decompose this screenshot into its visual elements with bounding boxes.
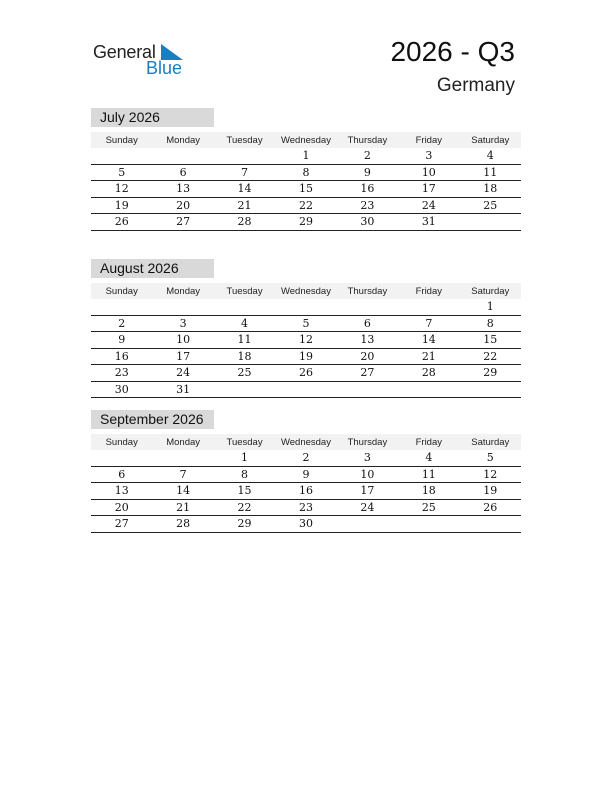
weekday-header: Sunday [91,283,152,299]
day-cell: 31 [152,381,213,398]
weekday-header: Tuesday [214,132,275,148]
weekday-header-row [91,434,521,450]
month-july [91,108,521,231]
week-row [91,315,521,332]
day-cell: 9 [91,332,152,349]
logo-general-text: General [93,42,156,62]
day-cell: 7 [152,466,213,483]
day-cell [214,148,275,164]
day-cell [460,381,521,398]
weekday-header: Saturday [460,132,521,148]
day-cell: 10 [337,466,398,483]
day-cell: 7 [398,315,459,332]
weekday-header: Thursday [337,434,398,450]
day-cell: 17 [152,348,213,365]
day-cell: 25 [460,197,521,214]
day-cell [152,148,213,164]
weekday-header: Monday [152,434,213,450]
day-cell: 4 [460,148,521,164]
week-row [91,214,521,231]
day-cell: 19 [275,348,336,365]
day-cell: 16 [337,181,398,198]
week-row [91,450,521,466]
day-cell: 31 [398,214,459,231]
day-cell: 13 [91,483,152,500]
day-cell: 10 [152,332,213,349]
week-row [91,299,521,315]
day-cell: 5 [275,315,336,332]
day-cell: 6 [337,315,398,332]
day-cell: 13 [337,332,398,349]
day-cell [91,148,152,164]
day-cell: 1 [214,450,275,466]
day-cell [152,450,213,466]
day-cell: 5 [460,450,521,466]
weekday-header: Friday [398,132,459,148]
weekday-header: Thursday [337,132,398,148]
day-cell: 26 [460,499,521,516]
weekday-header: Saturday [460,283,521,299]
week-row [91,499,521,516]
day-cell: 15 [460,332,521,349]
day-cell: 22 [460,348,521,365]
month-label: July 2026 [91,108,214,127]
day-cell: 23 [337,197,398,214]
day-cell: 3 [152,315,213,332]
day-cell: 20 [91,499,152,516]
weekday-header: Tuesday [214,283,275,299]
day-cell: 30 [275,516,336,533]
weekday-header: Wednesday [275,434,336,450]
day-cell [398,381,459,398]
day-cell: 21 [214,197,275,214]
day-cell [214,381,275,398]
day-cell: 21 [152,499,213,516]
day-cell: 29 [460,365,521,382]
weekday-header-row [91,132,521,148]
day-cell: 27 [152,214,213,231]
week-row [91,148,521,164]
week-row [91,332,521,349]
day-cell [275,381,336,398]
week-row [91,197,521,214]
weekday-header: Friday [398,283,459,299]
week-row [91,516,521,533]
day-cell: 28 [398,365,459,382]
day-cell: 18 [214,348,275,365]
day-cell: 22 [214,499,275,516]
day-cell: 28 [152,516,213,533]
week-row [91,164,521,181]
day-cell: 4 [398,450,459,466]
logo [93,42,193,78]
month-label: August 2026 [91,259,214,278]
day-cell: 24 [152,365,213,382]
day-cell: 11 [460,164,521,181]
week-row [91,381,521,398]
day-cell: 10 [398,164,459,181]
day-cell: 12 [460,466,521,483]
calendar-grid [91,283,521,398]
day-cell: 29 [214,516,275,533]
month-label: September 2026 [91,410,214,429]
week-row [91,483,521,500]
day-cell: 14 [152,483,213,500]
day-cell: 8 [214,466,275,483]
weekday-header: Friday [398,434,459,450]
day-cell: 25 [398,499,459,516]
day-cell: 15 [214,483,275,500]
day-cell: 7 [214,164,275,181]
weekday-header: Wednesday [275,283,336,299]
weekday-header-row [91,283,521,299]
day-cell: 24 [337,499,398,516]
day-cell: 1 [275,148,336,164]
day-cell: 19 [460,483,521,500]
day-cell: 23 [275,499,336,516]
day-cell: 26 [91,214,152,231]
logo-blue-text: Blue [146,58,183,78]
day-cell: 3 [398,148,459,164]
calendar-grid [91,132,521,231]
day-cell [337,299,398,315]
day-cell: 21 [398,348,459,365]
day-cell [337,516,398,533]
weekday-header: Wednesday [275,132,336,148]
day-cell [214,299,275,315]
day-cell: 8 [275,164,336,181]
day-cell: 13 [152,181,213,198]
week-row [91,348,521,365]
day-cell [398,516,459,533]
day-cell: 17 [398,181,459,198]
day-cell [337,381,398,398]
day-cell [275,299,336,315]
calendar-grid [91,434,521,533]
day-cell: 20 [337,348,398,365]
day-cell: 27 [337,365,398,382]
day-cell: 2 [337,148,398,164]
day-cell: 14 [398,332,459,349]
weekday-header: Tuesday [214,434,275,450]
day-cell: 29 [275,214,336,231]
day-cell: 2 [91,315,152,332]
day-cell: 17 [337,483,398,500]
day-cell: 22 [275,197,336,214]
month-august [91,259,521,398]
day-cell: 6 [152,164,213,181]
day-cell: 6 [91,466,152,483]
day-cell: 27 [91,516,152,533]
day-cell: 11 [214,332,275,349]
day-cell: 3 [337,450,398,466]
week-row [91,365,521,382]
weekday-header: Thursday [337,283,398,299]
week-row [91,466,521,483]
day-cell: 9 [275,466,336,483]
day-cell: 30 [337,214,398,231]
day-cell: 9 [337,164,398,181]
day-cell: 19 [91,197,152,214]
day-cell: 28 [214,214,275,231]
day-cell [460,516,521,533]
day-cell: 1 [460,299,521,315]
weekday-header: Saturday [460,434,521,450]
day-cell: 15 [275,181,336,198]
day-cell [152,299,213,315]
page-title: 2026 - Q3 [390,36,515,67]
day-cell: 12 [275,332,336,349]
day-cell: 8 [460,315,521,332]
day-cell: 14 [214,181,275,198]
day-cell: 2 [275,450,336,466]
day-cell [398,299,459,315]
day-cell: 5 [91,164,152,181]
day-cell: 4 [214,315,275,332]
day-cell: 12 [91,181,152,198]
day-cell: 24 [398,197,459,214]
country-name: Germany [436,75,515,96]
day-cell: 23 [91,365,152,382]
day-cell: 16 [91,348,152,365]
day-cell: 16 [275,483,336,500]
day-cell [91,450,152,466]
day-cell: 25 [214,365,275,382]
day-cell [460,214,521,231]
day-cell: 30 [91,381,152,398]
day-cell: 20 [152,197,213,214]
day-cell: 26 [275,365,336,382]
weekday-header: Monday [152,132,213,148]
day-cell [91,299,152,315]
weekday-header: Sunday [91,132,152,148]
month-september [91,410,521,533]
week-row [91,181,521,198]
day-cell: 18 [398,483,459,500]
weekday-header: Monday [152,283,213,299]
weekday-header: Sunday [91,434,152,450]
day-cell: 11 [398,466,459,483]
day-cell: 18 [460,181,521,198]
